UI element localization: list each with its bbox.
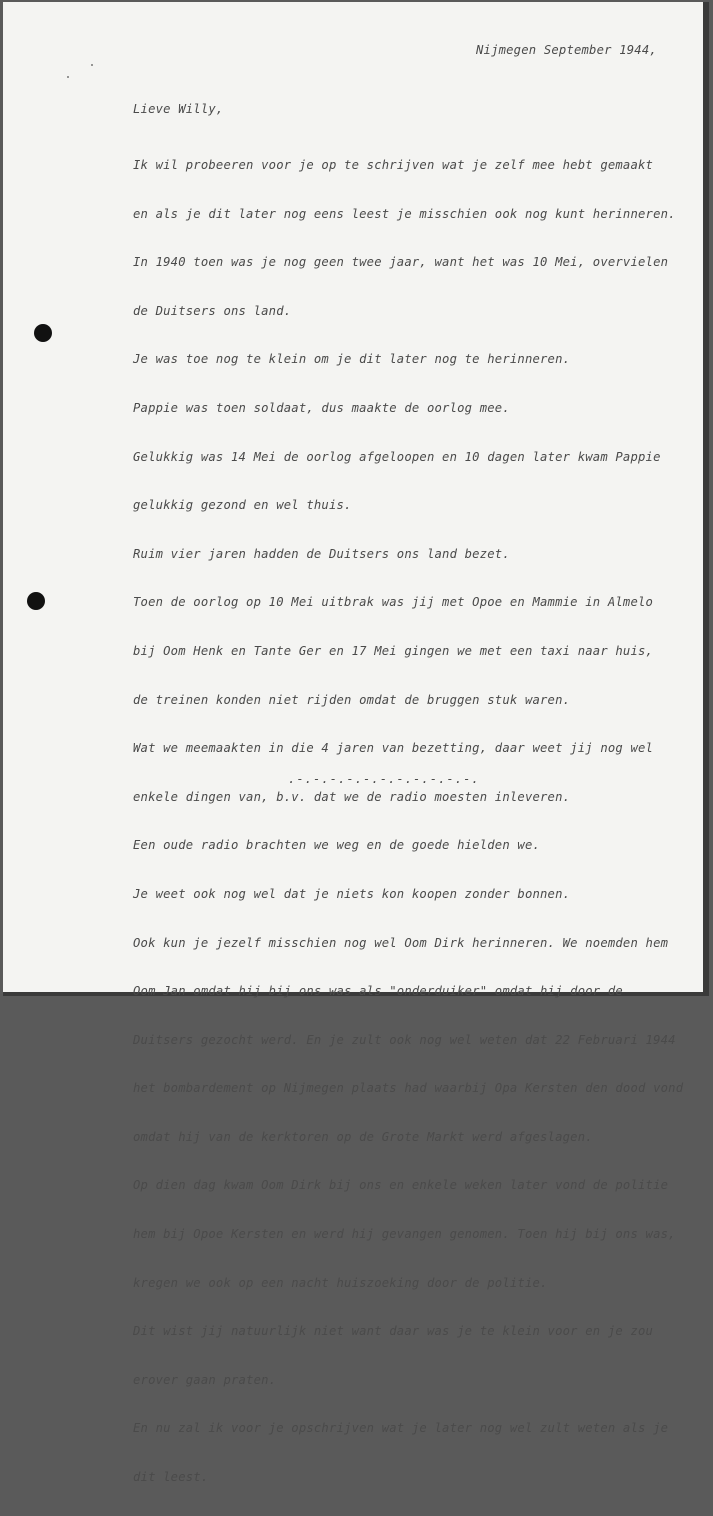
- separator-line: .-.-.-.-.-.-.-.-.-.-.-.: [288, 772, 480, 786]
- body-line: Op dien dag kwam Oom Dirk bij ons en enkele weken later vond de politie: [133, 1178, 669, 1193]
- body-line: erover gaan praten.: [133, 1372, 277, 1387]
- body-line: Je weet ook nog wel dat je niets kon koopen zonder bonnen.: [133, 886, 571, 901]
- body-line: Je was toe nog te klein om je dit later nog te herinneren.: [133, 352, 571, 367]
- body-line: Ik wil probeeren voor je op te schrijven wat je zelf mee hebt gemaakt: [133, 158, 654, 172]
- body-line: kregen we ook op een nacht huiszoeking door de politie.: [133, 1275, 548, 1290]
- letter-body: [133, 127, 683, 1516]
- paper-speck: [91, 64, 93, 66]
- body-line: Dit wist jij natuurlijk niet want daar was je te klein voor en je zou: [133, 1324, 654, 1339]
- body-line: Pappie was toen soldaat, dus maakte de oorlog mee.: [133, 400, 510, 415]
- body-line: gelukkig gezond en wel thuis.: [133, 498, 352, 513]
- body-line: en als je dit later nog eens leest je misschien ook nog kunt herinneren.: [133, 206, 676, 221]
- letter-page: [3, 2, 709, 1485]
- body-line: Toen de oorlog op 10 Mei uitbrak was jij met Opoe en Mammie in Almelo: [133, 595, 654, 610]
- body-line: Een oude radio brachten we weg en de goede hielden we.: [133, 838, 541, 853]
- body-line: het bombardement op Nijmegen plaats had waarbij Opa Kersten den dood vond: [133, 1081, 684, 1096]
- body-line: In 1940 toen was je nog geen twee jaar, want het was 10 Mei, overvielen: [133, 255, 669, 270]
- body-line: Wat we meemaakten in die 4 jaren van bezetting, daar weet jij nog wel: [133, 741, 654, 756]
- dateline: Nijmegen September 1944,: [476, 43, 657, 57]
- body-line: hem bij Opoe Kersten en werd hij gevangen genomen. Toen hij bij ons was,: [133, 1227, 676, 1242]
- body-line: omdat hij van de kerktoren op de Grote Markt werd afgeslagen.: [133, 1129, 593, 1144]
- body-line: En nu zal ik voor je opschrijven wat je later nog wel zult weten als je: [133, 1421, 669, 1436]
- body-line: Gelukkig was 14 Mei de oorlog afgeloopen en 10 dagen later kwam Pappie: [133, 449, 661, 464]
- body-line: Duitsers gezocht werd. En je zult ook nog wel weten dat 22 Februari 1944: [133, 1032, 676, 1047]
- punch-hole-bottom: [27, 592, 45, 610]
- body-line: de treinen konden niet rijden omdat de bruggen stuk waren.: [133, 692, 571, 707]
- body-line: bij Oom Henk en Tante Ger en 17 Mei gingen we met een taxi naar huis,: [133, 643, 654, 658]
- salutation: Lieve Willy,: [133, 102, 224, 116]
- body-line: dit leest.: [133, 1470, 209, 1485]
- body-line: Oom Jan omdat hij bij ons was als "onderduiker" omdat hij door de: [133, 984, 623, 999]
- body-line: Ruim vier jaren hadden de Duitsers ons land bezet.: [133, 546, 510, 561]
- punch-hole-top: [34, 324, 52, 342]
- body-line: de Duitsers ons land.: [133, 303, 292, 318]
- body-line: Ook kun je jezelf misschien nog wel Oom Dirk herinneren. We noemden hem: [133, 935, 669, 950]
- paper-speck: [67, 76, 69, 78]
- body-line: enkele dingen van, b.v. dat we de radio moesten inleveren.: [133, 789, 571, 804]
